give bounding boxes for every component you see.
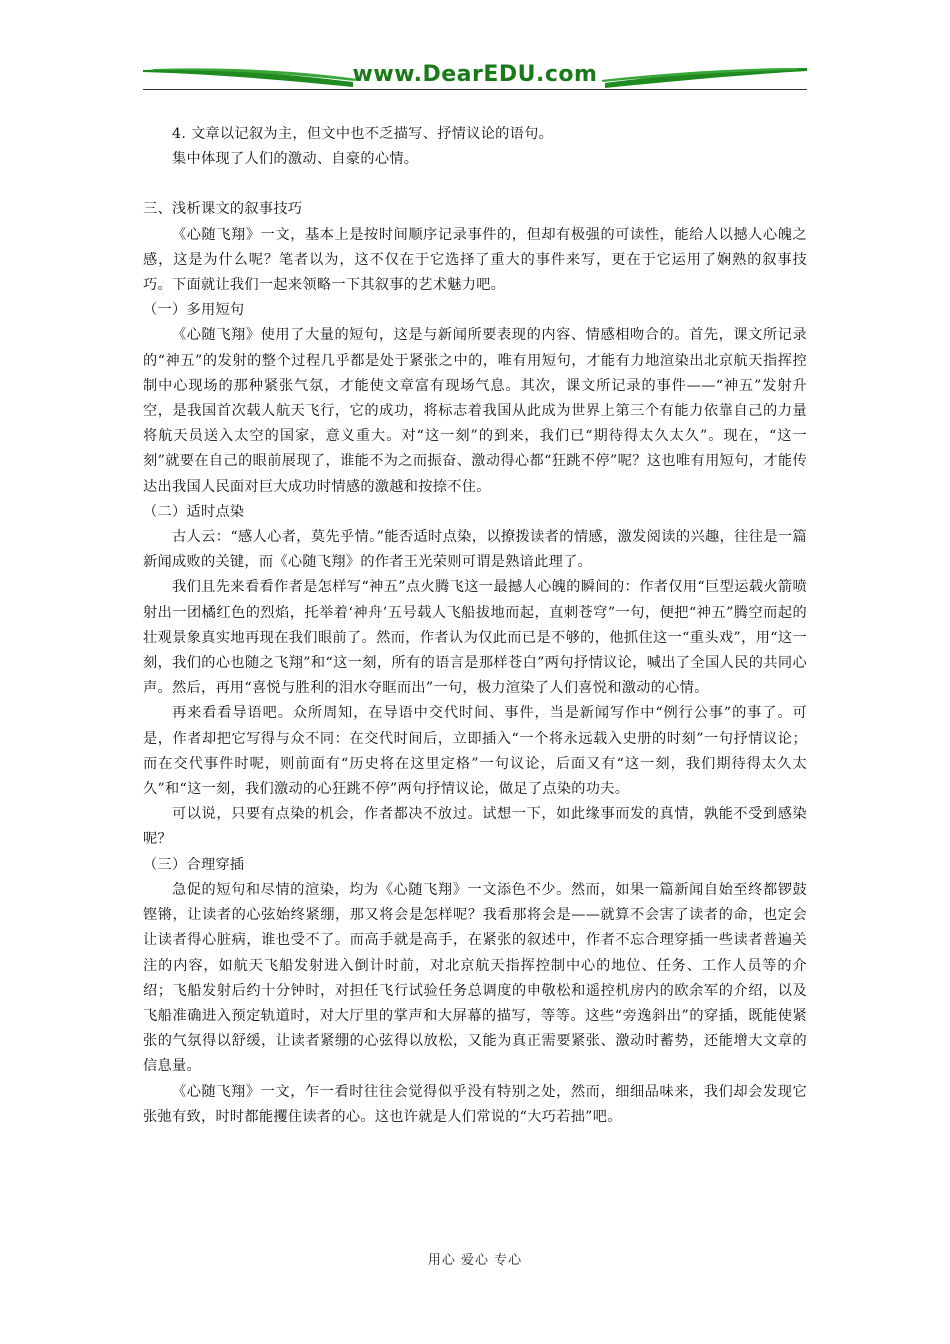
body-paragraph: 急促的短句和尽情的渲染，均为《心随飞翔》一文添色不少。然而，如果一篇新闻自始至终都锣鼓铿锵，让读者的心弦始终紧绷，那又将会是怎样呢？我看那将会是——就算不会害了读者的命，也定会让读者得心脏病，谁也受不了。而高手就是高手，在紧张的叙述中，作者不忘合理穿插一些读者普遍关注的内容，如航天飞船发射进入倒计时前，对北京航天指挥控制中心的地位、任务、工作人员等的介绍；飞船发射后约十分钟时，对担任飞行试验任务总调度的申敬松和遥控机房内的欧余军的介绍，以及飞船准确进入预定轨道时，对大厅里的掌声和大屏幕的描写，等等。这些“旁逸斜出”的穿插，既能使紧张的气氛得以舒缓，让读者紧绷的心弦得以放松，又能为真正需要紧张、激动时蓄势，还能增大文章的信息量。 <box>143 881 807 1075</box>
body-paragraph: 《心随飞翔》一文，乍一看时往往会觉得似乎没有特别之处，然而，细细品味来，我们却会发现它张弛有致，时时都能攫住读者的心。这也许就是人们常说的“大巧若拙”吧。 <box>143 1083 807 1125</box>
section-heading: （一）多用短句 <box>143 302 245 319</box>
paragraph-spacer <box>143 172 807 197</box>
body-paragraph: 《心随飞翔》使用了大量的短句，这是与新闻所要表现的内容、情感相吻合的。首先，课文所记录的“神五”的发射的整个过程几乎都是处于紧张之中的，唯有用短句，才能有力地渲染出北京航天指挥控制中心现场的那种紧张气氛，才能使文章富有现场气息。其次，课文所记录的事件——“神五”发射升空，是我国首次载人航天飞行，它的成功，将标志着我国从此成为世界上第三个有能力依靠自己的力量将航天员送入太空的国家，意义重大。对“这一刻”的到来，我们已“期待得太久太久”。现在，“这一刻”就要在自己的眼前展现了，谁能不为之而振奋、激动得心都“狂跳不停”呢？这也唯有用短句，才能传达出我国人民面对巨大成功时情感的激越和按捺不住。 <box>143 327 807 495</box>
section-heading: （三）合理穿插 <box>143 856 245 873</box>
page-footer: 用心 爱心 专心 <box>427 1253 523 1268</box>
body-paragraph: 古人云：“感人心者，莫先乎情。”能否适时点染，以撩拨读者的情感，激发阅读的兴趣，往往是一篇新闻成败的关键，而《心随飞翔》的作者王光荣则可谓是熟谙此理了。 <box>143 529 807 571</box>
section-heading: （二）适时点染 <box>143 503 245 520</box>
body-paragraph: 再来看看导语吧。众所周知，在导语中交代时间、事件，当是新闻写作中“例行公事”的事了。可是，作者却把它写得与众不同：在交代时间后，立即插入“一个将永远载入史册的时刻”一句抒情议论；而在交代事件时呢，则前面有“历史将在这里定格”一句议论，后面又有“这一刻，我们期待得太久太久”和“这一刻，我们激动的心狂跳不停”两句抒情议论，做足了点染的功夫。 <box>143 705 807 798</box>
body-paragraph: 4. 文章以记叙为主，但文中也不乏描写、抒情议论的语句。 <box>172 126 554 142</box>
body-paragraph: 可以说，只要有点染的机会，作者都决不放过。试想一下，如此缘事而发的真情，孰能不受到感染呢？ <box>143 806 807 848</box>
section-heading: 三、浅析课文的叙事技巧 <box>143 201 303 218</box>
body-paragraph: 我们且先来看看作者是怎样写“神五”点火腾飞这一最撼人心魄的瞬间的：作者仅用“巨型运载火箭喷射出一团橘红色的烈焰，托举着‘神舟’五号载人飞船拔地而起，直刺苍穹”一句，便把“神五”腾空而起的壮观景象真实地再现在我们眼前了。然而，作者认为仅此而已是不够的，他抓住这一“重头戏”，用“这一刻，我们的心也随之飞翔”和“这一刻，所有的语言是那样苍白”两句抒情议论，喊出了全国人民的共同心声。然后，再用“喜悦与胜利的泪水夺眶而出”一句，极力渲染了人们喜悦和激动的心情。 <box>143 579 807 697</box>
article-body <box>143 122 807 1130</box>
body-paragraph: 《心随飞翔》一文，基本上是按时间顺序记录事件的，但却有极强的可读性，能给人以撼人心魄之感，这是为什么呢？笔者以为，这不仅在于它选择了重大的事件来写，更在于它运用了娴熟的叙事技巧。下面就让我们一起来领略一下其叙事的艺术魅力吧。 <box>143 226 807 294</box>
header-divider <box>143 89 807 90</box>
body-paragraph: 集中体现了人们的激动、自豪的心情。 <box>172 151 419 168</box>
site-logo-text: www.DearEDU.com <box>352 62 598 87</box>
